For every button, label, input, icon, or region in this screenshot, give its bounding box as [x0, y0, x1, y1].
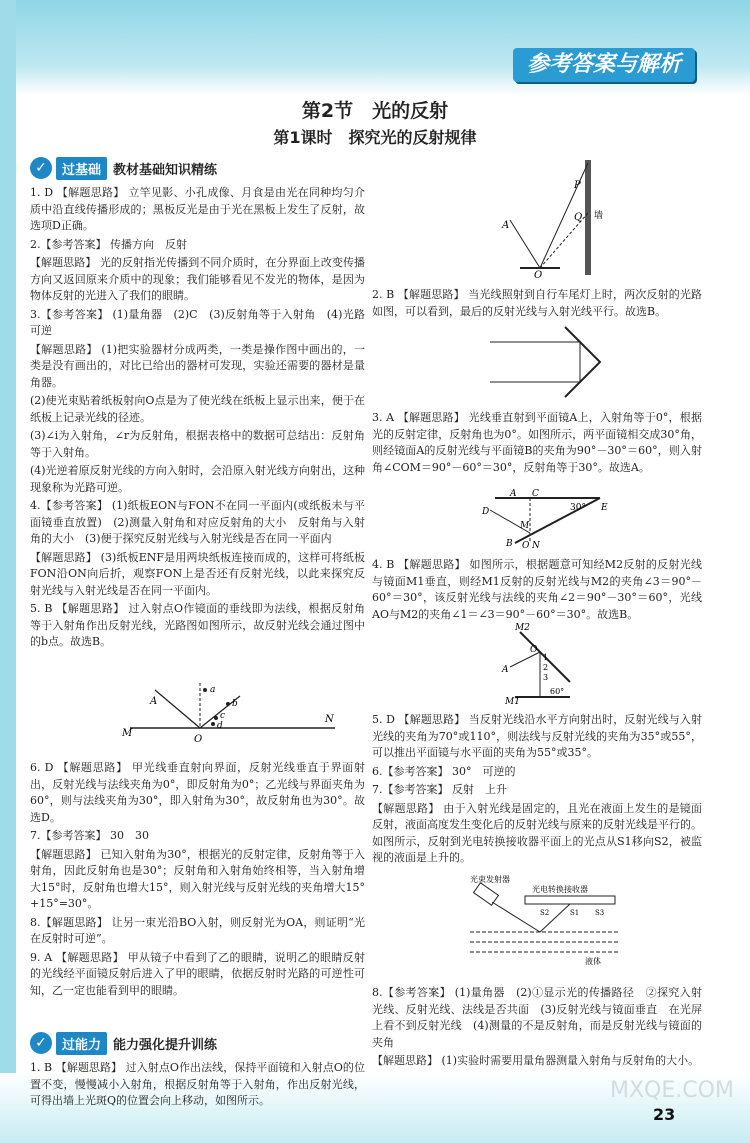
answer-item: 2.【参考答案】 传播方向 反射	[30, 237, 187, 251]
fig-r4-label: A	[502, 665, 509, 675]
answer-item: 3.【参考答案】 (1)量角器 (2)C (3)反射角等于入射角 (4)光路可逆	[30, 307, 365, 337]
fig-r4-angle: 2	[543, 663, 549, 672]
answer-item: 1. D 【解题思路】 立竿见影、小孔成像、月食是由光在同种均匀介质中沿直线传播形成的；黑板反光是由于光在黑板上发生了反射，故选项D正确。	[30, 186, 365, 232]
left-edge-band	[0, 0, 16, 1143]
fig-r7-label: S2	[540, 909, 550, 917]
answer-item: 4. B 【解题思路】 如图所示，根据题意可知经M2反射的反射光线与镜面M1垂直，则经M1反射的反射光线与M2的夹角∠3＝90°－60°＝30°，该反射光线与法线的夹角∠2＝90°－30°＝60°，光线AO与M2的夹角∠1＝∠3＝90°－60°＝30°。故选B。	[372, 558, 702, 621]
fig-r1-label: P	[574, 180, 581, 191]
fig5-label: b	[232, 699, 238, 709]
fig5-label: d	[217, 721, 223, 731]
answer-item: 2. B 【解题思路】 当光线照射到自行车尾灯上时，两次反射的光路如图，可以看到，最后的反射光线与入射光线平行。故选B。	[372, 288, 702, 318]
watermark: MXQE.COM	[610, 1078, 734, 1103]
answer-item: 7.【参考答案】 30 30	[30, 829, 149, 842]
fig-r3-label: E	[601, 503, 608, 513]
right-column-3	[372, 410, 702, 478]
answer-item: 3. A 【解题思路】 光线垂直射到平面镜A上，入射角等于0°，根据光的反射定律，反射角也为0°。如图所示，两平面镜相交成30°角，则经镜面A的反射光线与平面镜B的夹角为90°－30°＝60°，则入射角∠COM＝90°－60°＝30°，反射角等于30°。故选A。	[372, 411, 702, 474]
fig-r4-angle: 3	[543, 673, 549, 682]
fig-r3-label: B	[506, 539, 513, 549]
fig-r3-label: D	[482, 507, 490, 517]
answer-item: (4)光逆着原反射光线的方向入射时，会沿原入射光线方向射出，这种现象称为光路可逆。	[30, 464, 365, 494]
answer-item: 5. D 【解题思路】 当反射光线沿水平方向射出时，反射光线与入射光线的夹角为70°或110°，则法线与反射光线的夹角为35°或55°，可以推出平面镜与水平面的夹角为55°或35°。	[372, 713, 702, 759]
laser-label: 光束发射器	[470, 875, 510, 884]
fig-r1-label: O	[534, 270, 543, 278]
right-column	[372, 287, 702, 322]
fig-r3-label: N	[532, 541, 540, 550]
check-icon: ✓	[30, 1032, 52, 1054]
answer-item: 9. A 【解题思路】 甲从镜子中看到了乙的眼睛，说明乙的眼睛反射的光线经平面镜反射后进入了甲的眼睛，依据反射时光路的可逆性可知，乙一定也能看到甲的眼睛。	[30, 950, 365, 997]
wall-label: 墙	[594, 211, 604, 221]
fig-r3-label: C	[532, 489, 539, 499]
figure-liquid-monitor	[470, 872, 620, 970]
right-column-5	[372, 712, 702, 869]
answer-item: 【解题思路】 (1)实验时需要用量角器测量入射角与反射角的大小。	[372, 1054, 700, 1067]
section-ability-tag: 过能力	[56, 1032, 107, 1055]
answer-item: (3)∠i为入射角，∠r为反射角，根据表格中的数据可总结出：反射角等于入射角。	[30, 429, 365, 459]
section-basic-header	[30, 155, 217, 181]
answer-item: 【解题思路】 由于入射光线是固定的，且光在液面上发生的是镜面反射，液面高度发生变化后的反射光线与原来的反射光线是平行的。如图所示，反射到光电转换接收器平面上的光点从S1移向S2，被监视的液面是上升的。	[372, 801, 702, 864]
fig5-label: A	[150, 696, 158, 707]
answer-item: (2)使光束贴着纸板射向O点是为了使光线在纸板上显示出来，便于在纸板上记录光线的径迹。	[30, 394, 365, 424]
fig5-label: M	[122, 728, 133, 739]
answer-item: 8.【参考答案】 (1)量角器 (2)①显示光的传播路径 ②探究入射光线、反射光线、法线是否共面 (3)反射光线与镜面垂直 在光屏上看不到反射光线 (4)测量的不是反射角，而是反射光线与镜面的夹角	[372, 986, 702, 1049]
section-ability-header	[30, 1030, 217, 1056]
page-number: 23	[653, 1105, 676, 1124]
answer-item: 1. B 【解题思路】 过入射点O作出法线，保持平面镜和入射点O的位置不变，慢慢减小入射角，根据反射角等于入射角，作出反射光线，可得出墙上光斑Q的位置会向上移动，如图所示。	[30, 1061, 365, 1107]
answer-item: 【解题思路】 光的反射指光传播到不同介质时，在分界面上改变传播方向又返回原来介质中的现象；我们能够看见不发光的物体，是因为物体反射的光进入了我们的眼睛。	[30, 256, 365, 302]
answer-item: 6. D 【解题思路】 甲光线垂直射向界面，反射光线垂直于界面射出，反射光线与法线夹角为0°，即反射角为0°；乙光线与界面夹角为60°，则与法线夹角为30°，即入射角为30°，故反射角也为30°。故选D。	[30, 761, 365, 824]
fig-r3-label: A	[510, 489, 517, 499]
fig5-label: O	[194, 734, 203, 745]
figure-wall-reflection	[490, 158, 630, 278]
fig-r4-angle: 60°	[550, 687, 565, 696]
fig5-label: N	[325, 714, 334, 725]
figure-reflection-5	[120, 678, 340, 758]
answer-item: 4.【参考答案】 (1)纸板EON与FON不在同一平面内(或纸板未与平面镜垂直放置) (2)测量入射角和对应反射角的大小 反射角与入射角的大小 (3)便于探究反射光线与入射光线是否在同一平面内	[30, 499, 365, 545]
fig-r4-label: M2	[515, 623, 530, 633]
answer-item: 【解题思路】 (1)把实验器材分成两类，一类是操作图中画出的，一类是没有画出的，对比已给出的器材可发现，实验还需要的器材是量角器。	[30, 342, 365, 389]
figure-mirror-angle	[500, 622, 580, 704]
fig5-label: c	[220, 711, 226, 721]
fig5-label: a	[210, 685, 216, 695]
answer-item: 6.【参考答案】 30° 可逆的	[372, 764, 516, 778]
fig-r3-angle: 30°	[570, 503, 586, 513]
left-column-ability	[30, 1060, 365, 1112]
fig-r7-label: S3	[595, 909, 605, 917]
left-column-lower	[30, 760, 365, 1001]
right-column-8	[372, 985, 702, 1072]
answer-item: 8.【解题思路】 让另一束光沿BO入射，则反射光为OA，则证明“光在反射时可逆”。	[30, 915, 365, 945]
section-basic-tag: 过基础	[56, 157, 107, 180]
answer-item: 5. B 【解题思路】 过入射点O作镜面的垂线即为法线，根据反射角等于入射角作出反射光线，光路图如图所示，故反射光线会通过图中的b点。故选B。	[30, 602, 365, 648]
fig-r1-label: A	[502, 220, 510, 231]
fig-r4-label: O	[530, 645, 538, 655]
receiver-label: 光电转换接收器	[532, 885, 588, 894]
fig-r1-label: Q	[574, 212, 583, 223]
fig-r7-label: S1	[570, 909, 580, 917]
section-basic-desc: 教材基础知识精练	[113, 162, 218, 178]
answer-banner: 参考答案与解析	[513, 48, 695, 82]
figure-two-mirrors	[480, 488, 610, 550]
fig-r4-label: M1	[505, 697, 520, 704]
fig-r3-label: M	[520, 521, 530, 531]
fig-r4-angle: 1	[543, 653, 549, 662]
answer-item: 【解题思路】 已知入射角为30°，根据光的反射定律，反射角等于入射角，因此反射角也是30°；反射角和入射角始终相等，当入射角增大15°时，反射角也增大15°，则入射光线与反射光线的夹角增大15°+15°=30°。	[30, 847, 365, 910]
check-icon: ✓	[30, 157, 52, 179]
answer-item: 【解题思路】 (3)纸板ENF是用两块纸板连接而成的，这样可将纸板FON沿ON向后折，观察FON上是否还有反射光线，以此来探究反射光线与入射光线是否在同一平面内。	[30, 550, 365, 597]
figure-bike-reflector	[480, 322, 640, 402]
fig-r3-label: O	[522, 541, 530, 550]
right-column-4	[372, 557, 702, 625]
section-ability-desc: 能力强化提升训练	[113, 1037, 218, 1053]
left-column	[30, 185, 365, 653]
liquid-label: 液体	[585, 957, 601, 966]
lesson-title: 第1课时 探究光的反射规律	[273, 128, 477, 147]
answer-item: 7.【参考答案】 反射 上升	[372, 783, 507, 796]
section-title: 第2节 光的反射	[301, 100, 449, 122]
